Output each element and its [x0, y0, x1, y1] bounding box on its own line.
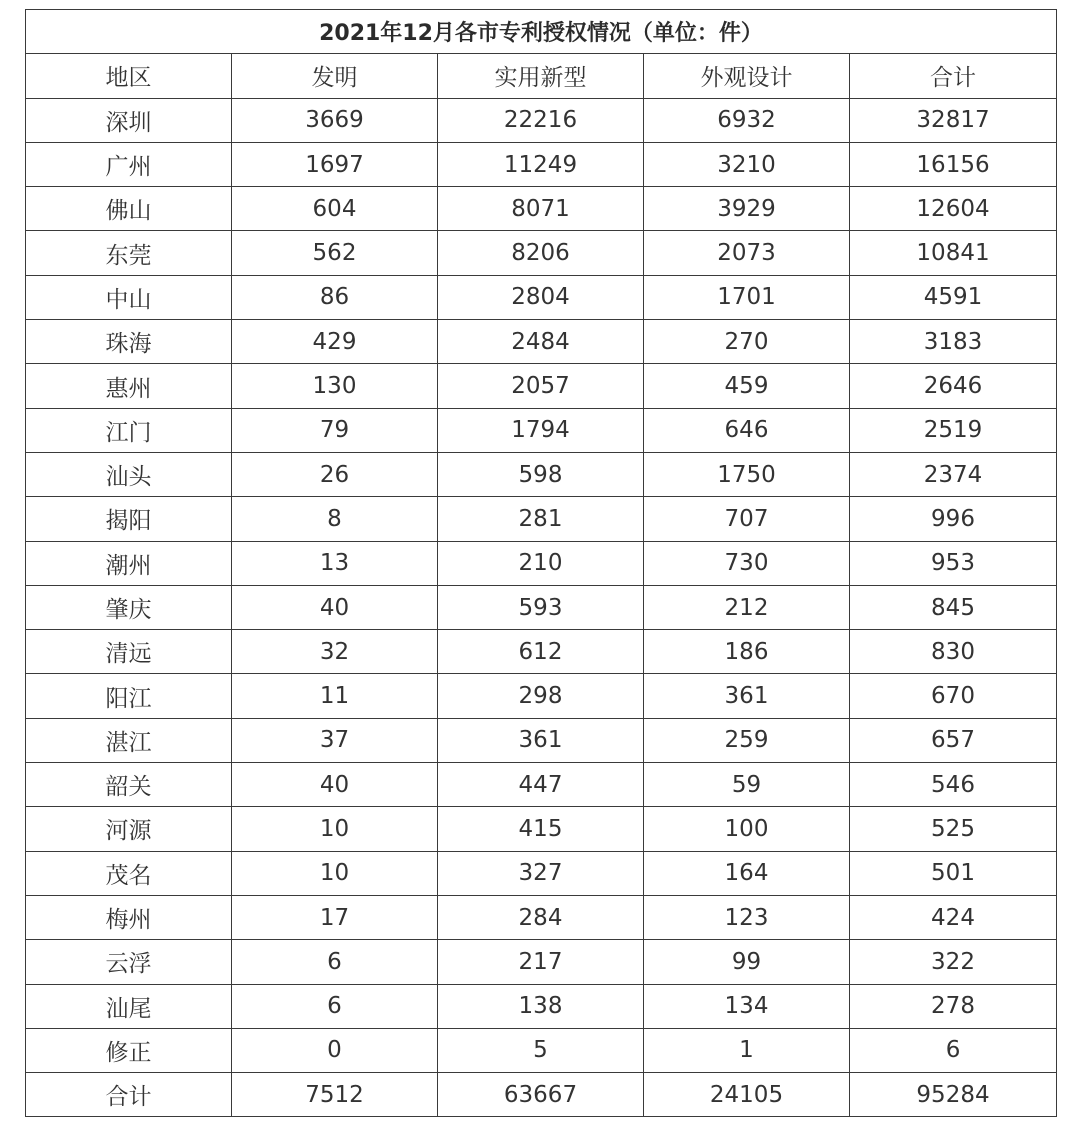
cell-region: 阳江 [26, 674, 232, 718]
cell-utility-model: 138 [438, 984, 644, 1028]
cell-utility-model: 415 [438, 807, 644, 851]
cell-region: 佛山 [26, 187, 232, 231]
cell-design: 6932 [644, 98, 850, 142]
cell-utility-model: 2804 [438, 275, 644, 319]
cell-design: 100 [644, 807, 850, 851]
cell-utility-model: 2057 [438, 364, 644, 408]
cell-total: 501 [850, 851, 1057, 895]
cell-invention: 17 [232, 895, 438, 939]
cell-invention: 13 [232, 541, 438, 585]
table-row [26, 231, 1057, 275]
cell-invention: 32 [232, 630, 438, 674]
table-row [26, 408, 1057, 452]
cell-region: 清远 [26, 630, 232, 674]
table-row [26, 452, 1057, 496]
cell-invention: 40 [232, 585, 438, 629]
cell-total: 2374 [850, 452, 1057, 496]
cell-invention: 79 [232, 408, 438, 452]
cell-region: 广州 [26, 142, 232, 186]
cell-total: 4591 [850, 275, 1057, 319]
cell-design: 2073 [644, 231, 850, 275]
cell-invention: 10 [232, 851, 438, 895]
cell-region: 肇庆 [26, 585, 232, 629]
header-invention: 发明 [232, 54, 438, 98]
table-row [26, 320, 1057, 364]
cell-invention: 130 [232, 364, 438, 408]
cell-utility-model: 447 [438, 763, 644, 807]
cell-total: 10841 [850, 231, 1057, 275]
table-row [26, 585, 1057, 629]
table-row [26, 187, 1057, 231]
cell-region: 汕头 [26, 452, 232, 496]
table-title: 2021年12月各市专利授权情况（单位：件） [26, 10, 1057, 54]
cell-total: 830 [850, 630, 1057, 674]
cell-region: 汕尾 [26, 984, 232, 1028]
header-total: 合计 [850, 54, 1057, 98]
patent-table-container [25, 9, 1057, 1117]
table-row [26, 497, 1057, 541]
cell-design: 3210 [644, 142, 850, 186]
cell-region: 揭阳 [26, 497, 232, 541]
cell-region: 深圳 [26, 98, 232, 142]
header-design: 外观设计 [644, 54, 850, 98]
cell-utility-model: 298 [438, 674, 644, 718]
cell-design: 164 [644, 851, 850, 895]
cell-invention: 86 [232, 275, 438, 319]
cell-design: 212 [644, 585, 850, 629]
cell-invention: 604 [232, 187, 438, 231]
table-row [26, 940, 1057, 984]
cell-design: 361 [644, 674, 850, 718]
cell-region: 梅州 [26, 895, 232, 939]
cell-design: 270 [644, 320, 850, 364]
cell-utility-model: 210 [438, 541, 644, 585]
cell-region: 韶关 [26, 763, 232, 807]
cell-total: 845 [850, 585, 1057, 629]
cell-total: 525 [850, 807, 1057, 851]
cell-total: 2519 [850, 408, 1057, 452]
table-body [26, 98, 1057, 1117]
cell-utility-model: 63667 [438, 1073, 644, 1117]
table-row [26, 851, 1057, 895]
cell-total: 12604 [850, 187, 1057, 231]
cell-total: 95284 [850, 1073, 1057, 1117]
cell-invention: 562 [232, 231, 438, 275]
cell-design: 3929 [644, 187, 850, 231]
cell-utility-model: 217 [438, 940, 644, 984]
cell-utility-model: 281 [438, 497, 644, 541]
cell-invention: 26 [232, 452, 438, 496]
cell-utility-model: 598 [438, 452, 644, 496]
cell-region: 湛江 [26, 718, 232, 762]
cell-utility-model: 1794 [438, 408, 644, 452]
table-row [26, 1073, 1057, 1117]
cell-invention: 7512 [232, 1073, 438, 1117]
cell-total: 2646 [850, 364, 1057, 408]
table-row [26, 674, 1057, 718]
table-row [26, 630, 1057, 674]
cell-invention: 1697 [232, 142, 438, 186]
cell-design: 1750 [644, 452, 850, 496]
table-row [26, 275, 1057, 319]
cell-invention: 8 [232, 497, 438, 541]
cell-design: 59 [644, 763, 850, 807]
cell-invention: 6 [232, 984, 438, 1028]
cell-design: 259 [644, 718, 850, 762]
cell-region: 修正 [26, 1028, 232, 1072]
cell-total: 670 [850, 674, 1057, 718]
cell-design: 134 [644, 984, 850, 1028]
cell-region: 茂名 [26, 851, 232, 895]
cell-total: 16156 [850, 142, 1057, 186]
table-row [26, 142, 1057, 186]
cell-invention: 6 [232, 940, 438, 984]
cell-total: 996 [850, 497, 1057, 541]
cell-utility-model: 284 [438, 895, 644, 939]
cell-utility-model: 612 [438, 630, 644, 674]
cell-total: 953 [850, 541, 1057, 585]
cell-design: 730 [644, 541, 850, 585]
cell-total: 657 [850, 718, 1057, 762]
cell-total: 278 [850, 984, 1057, 1028]
cell-region: 潮州 [26, 541, 232, 585]
cell-region: 合计 [26, 1073, 232, 1117]
cell-utility-model: 8206 [438, 231, 644, 275]
cell-utility-model: 361 [438, 718, 644, 762]
cell-utility-model: 8071 [438, 187, 644, 231]
table-row [26, 984, 1057, 1028]
cell-region: 中山 [26, 275, 232, 319]
cell-total: 6 [850, 1028, 1057, 1072]
table-row [26, 895, 1057, 939]
header-utility-model: 实用新型 [438, 54, 644, 98]
cell-total: 3183 [850, 320, 1057, 364]
cell-design: 1701 [644, 275, 850, 319]
cell-invention: 40 [232, 763, 438, 807]
table-header-row [26, 54, 1057, 98]
cell-design: 646 [644, 408, 850, 452]
table-row [26, 718, 1057, 762]
cell-region: 河源 [26, 807, 232, 851]
cell-design: 123 [644, 895, 850, 939]
cell-invention: 0 [232, 1028, 438, 1072]
cell-invention: 429 [232, 320, 438, 364]
cell-invention: 10 [232, 807, 438, 851]
cell-utility-model: 2484 [438, 320, 644, 364]
cell-total: 32817 [850, 98, 1057, 142]
cell-invention: 11 [232, 674, 438, 718]
cell-region: 东莞 [26, 231, 232, 275]
cell-design: 1 [644, 1028, 850, 1072]
cell-utility-model: 5 [438, 1028, 644, 1072]
cell-utility-model: 593 [438, 585, 644, 629]
cell-design: 24105 [644, 1073, 850, 1117]
table-row [26, 364, 1057, 408]
cell-region: 江门 [26, 408, 232, 452]
cell-total: 546 [850, 763, 1057, 807]
cell-region: 云浮 [26, 940, 232, 984]
cell-invention: 3669 [232, 98, 438, 142]
cell-total: 424 [850, 895, 1057, 939]
cell-design: 99 [644, 940, 850, 984]
patent-grant-table [25, 9, 1057, 1117]
cell-utility-model: 22216 [438, 98, 644, 142]
cell-region: 珠海 [26, 320, 232, 364]
header-region: 地区 [26, 54, 232, 98]
cell-design: 707 [644, 497, 850, 541]
table-row [26, 807, 1057, 851]
cell-region: 惠州 [26, 364, 232, 408]
table-row [26, 763, 1057, 807]
cell-utility-model: 11249 [438, 142, 644, 186]
table-row [26, 98, 1057, 142]
cell-total: 322 [850, 940, 1057, 984]
cell-invention: 37 [232, 718, 438, 762]
cell-utility-model: 327 [438, 851, 644, 895]
table-row [26, 541, 1057, 585]
cell-design: 186 [644, 630, 850, 674]
table-title-row [26, 10, 1057, 54]
cell-design: 459 [644, 364, 850, 408]
table-row [26, 1028, 1057, 1072]
